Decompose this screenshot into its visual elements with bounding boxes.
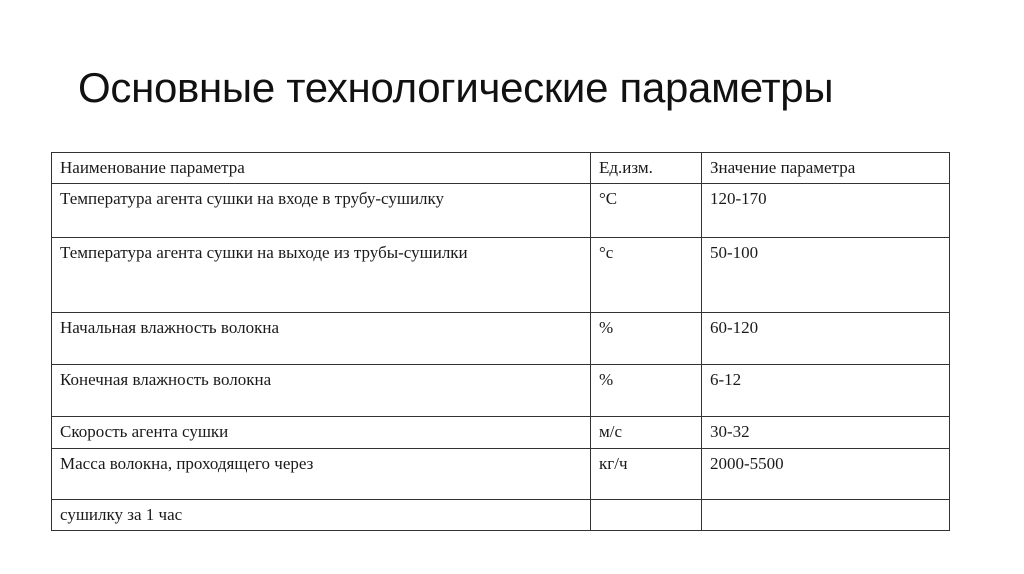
table-row <box>52 313 950 365</box>
param-unit-cell: °C <box>591 184 702 238</box>
param-unit-cell: % <box>591 313 702 365</box>
param-value-cell: 30-32 <box>702 417 950 449</box>
param-name-cell: Температура агента сушки на входе в трубу-сушилку <box>52 184 591 238</box>
param-value-cell: 120-170 <box>702 184 950 238</box>
table-row <box>52 238 950 313</box>
param-unit-cell: кг/ч <box>591 449 702 500</box>
table-row <box>52 184 950 238</box>
param-name-cell: сушилку за 1 час <box>52 500 591 531</box>
table-row <box>52 500 950 531</box>
header-name-cell: Наименование параметра <box>52 153 591 184</box>
param-unit-cell: м/с <box>591 417 702 449</box>
param-value-cell: 2000-5500 <box>702 449 950 500</box>
param-name-cell: Масса волокна, проходящего через <box>52 449 591 500</box>
table-row <box>52 365 950 417</box>
header-value-cell: Значение параметра <box>702 153 950 184</box>
table-row <box>52 449 950 500</box>
param-value-cell: 60-120 <box>702 313 950 365</box>
param-unit-cell: % <box>591 365 702 417</box>
slide-title: Основные технологические параметры <box>78 64 834 111</box>
parameters-table <box>51 152 950 531</box>
param-unit-cell <box>591 500 702 531</box>
param-unit-cell: °c <box>591 238 702 313</box>
param-name-cell: Температура агента сушки на выходе из трубы-сушилки <box>52 238 591 313</box>
param-name-cell: Начальная влажность волокна <box>52 313 591 365</box>
param-value-cell: 6-12 <box>702 365 950 417</box>
param-value-cell: 50-100 <box>702 238 950 313</box>
param-value-cell <box>702 500 950 531</box>
param-name-cell: Конечная влажность волокна <box>52 365 591 417</box>
param-name-cell: Скорость агента сушки <box>52 417 591 449</box>
table-header-row <box>52 153 950 184</box>
header-unit-cell: Ед.изм. <box>591 153 702 184</box>
table-row <box>52 417 950 449</box>
